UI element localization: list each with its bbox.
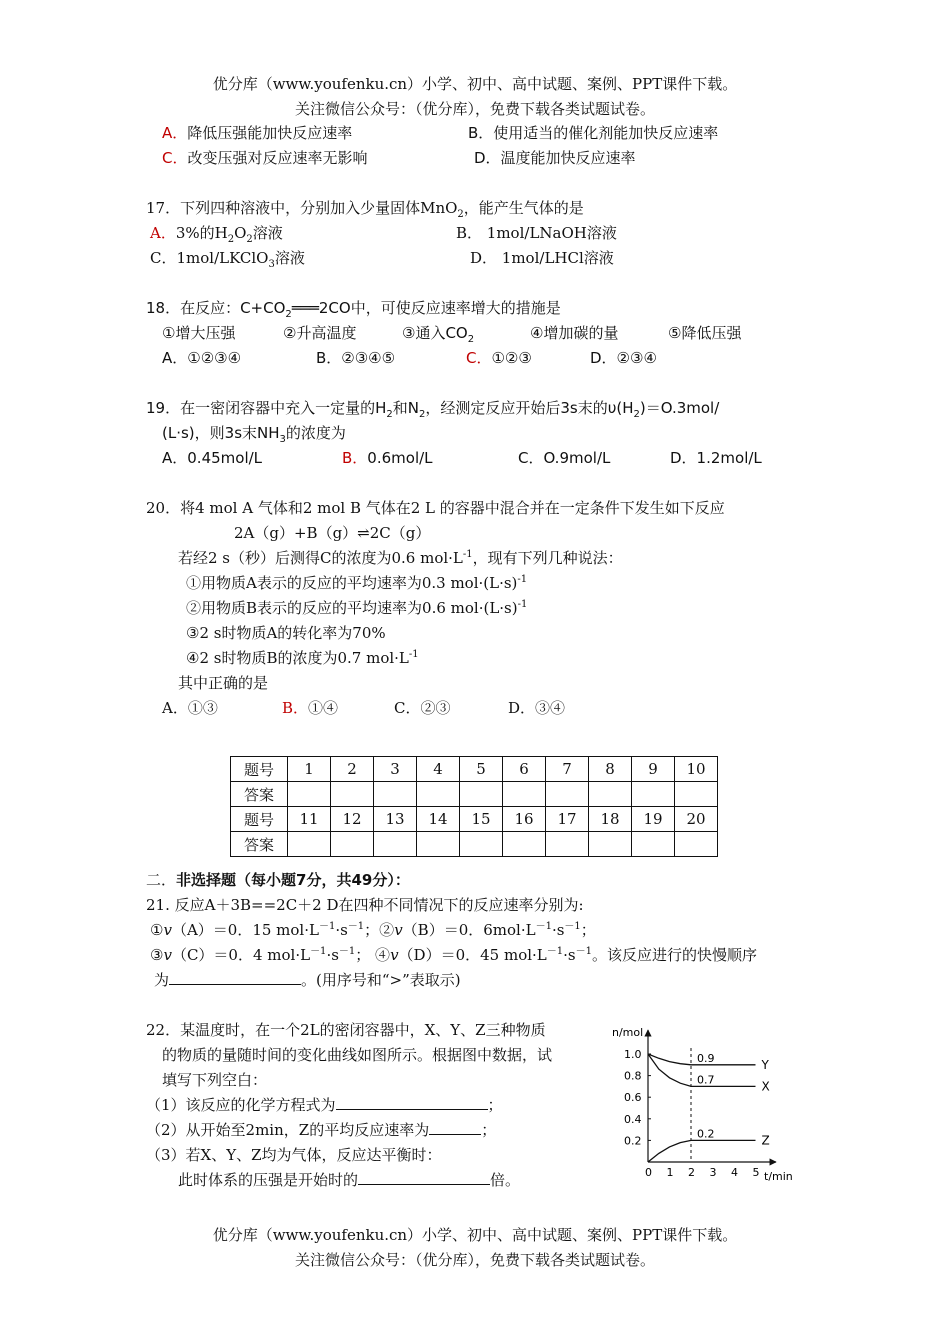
q19-option-a: A．0.45mol/L [162, 449, 263, 467]
q16-option-c: C．改变压强对反应速率无影响 [162, 149, 368, 167]
section-2-heading: 二．非选择题（每小题7分，共49分）： [146, 871, 410, 889]
q22-part-2: （2）从开始至2min，Z的平均反应速率为 ； [146, 1121, 497, 1139]
question-number-cell: 15 [460, 807, 503, 832]
question-number-cell: 13 [374, 807, 417, 832]
question-number-cell: 20 [675, 807, 718, 832]
q20-statement-1: ①用物质A表示的反应的平均速率为0.3 $mol\cdot(L\cdot s)^{-1}$ [186, 574, 528, 592]
q22-rate-blank[interactable] [429, 1120, 481, 1135]
q19-stem-line-2: (L·s)，则3s末$NH_3$的浓度为 [162, 424, 346, 445]
q21-rates-2: ③v（C）＝0．4 $mol\cdot L^{-1}\cdot s^{-1}$； ④v（D）＝0．45 $mol\cdot L^{-1}\cdot s^{-1}$。该反应进行的快慢顺序 [150, 946, 757, 964]
q21-rates-1: ①v（A）＝0．15 $mol\cdot L^{-1}\cdot s^{-1}$；②v（B）＝0．$6mol\cdot L^{-1}\cdot s^{-1}$； [150, 921, 596, 939]
answer-cell[interactable] [331, 832, 374, 857]
row-label-number: 题号 [231, 807, 288, 832]
q17-option-b: B． 1mol/LNaOH溶液 [456, 224, 617, 242]
answer-cell[interactable] [632, 832, 675, 857]
amount-vs-time-chart [606, 1020, 806, 1192]
q18-option-b: B．②③④⑤ [316, 349, 396, 367]
series-label-z: Z [761, 1133, 770, 1148]
series-line-z [648, 1140, 756, 1162]
q20-equation: 2A（g）+B（g）⇌2C（g） [234, 524, 431, 542]
q22-pressure-blank[interactable] [358, 1170, 490, 1185]
row-label-number: 题号 [231, 757, 288, 782]
y-tick-label: 0.6 [624, 1091, 642, 1105]
question-number-cell: 10 [675, 757, 718, 782]
row-label-answer: 答案 [231, 832, 288, 857]
table-row [231, 782, 718, 807]
table-row [231, 757, 718, 782]
question-number-cell: 19 [632, 807, 675, 832]
q22-equation-blank[interactable] [336, 1095, 488, 1110]
answer-cell[interactable] [546, 832, 589, 857]
y-tick-label: 0.2 [624, 1134, 642, 1148]
answer-cell[interactable] [288, 832, 331, 857]
question-number-cell: 14 [417, 807, 460, 832]
question-number-cell: 9 [632, 757, 675, 782]
q20-statement-2: ②用物质B表示的反应的平均速率为0.6 $mol\cdot(L\cdot s)^{-1}$ [186, 599, 528, 617]
q18-option-d: D．②③④ [590, 349, 657, 367]
value-annotation: 0.9 [697, 1051, 715, 1065]
answer-cell[interactable] [374, 832, 417, 857]
x-axis-label: t/min [764, 1170, 793, 1183]
y-tick-label: 0.8 [624, 1069, 642, 1083]
question-number-cell: 17 [546, 807, 589, 832]
q19-option-c: C．O.9mol/L [518, 449, 611, 467]
answer-cell[interactable] [503, 832, 546, 857]
value-annotation: 0.2 [697, 1127, 715, 1141]
answer-cell[interactable] [331, 782, 374, 807]
q22-stem-line-1: 22．某温度时，在一个2L的密闭容器中，X、Y、Z三种物质 [146, 1021, 546, 1039]
x-tick-label: 3 [709, 1166, 717, 1179]
answer-cell[interactable] [675, 782, 718, 807]
q17-option-a: A．3%的$H_2O_2$溶液 [150, 224, 283, 245]
value-annotation: 0.7 [697, 1073, 715, 1087]
question-number-cell: 11 [288, 807, 331, 832]
question-number-cell: 7 [546, 757, 589, 782]
q20-statement-3: ③2 s时物质A的转化率为70% [186, 624, 386, 642]
question-number-cell: 12 [331, 807, 374, 832]
q17-option-d: D． 1mol/LHCl溶液 [470, 249, 614, 267]
q18-measure-2: ②升高温度 [283, 324, 357, 342]
q18-measure-4: ④增加碳的量 [530, 324, 619, 342]
q22-part-1: （1）该反应的化学方程式为 ； [146, 1096, 503, 1114]
row-label-answer: 答案 [231, 782, 288, 807]
q16-option-b: B．使用适当的催化剂能加快反应速率 [468, 124, 719, 142]
q18-option-a: A．①②③④ [162, 349, 242, 367]
question-number-cell: 16 [503, 807, 546, 832]
q19-option-b: B．0.6mol/L [342, 449, 433, 467]
q20-option-b: B．①④ [282, 699, 339, 717]
q22-part-3-question: 此时体系的压强是开始时的 倍。 [178, 1171, 521, 1189]
q17-stem: 17．下列四种溶液中，分别加入少量固体MnO$_2$，能产生气体的是 [146, 199, 584, 220]
table-row [231, 832, 718, 857]
q18-measure-3: ③通入$CO_2$ [402, 324, 475, 345]
answer-cell[interactable] [503, 782, 546, 807]
q20-stem: 20．将4 mol A 气体和2 mol B 气体在2 L 的容器中混合并在一定条件下发生如下反应 [146, 499, 725, 517]
table-row [231, 807, 718, 832]
q21-stem: 21. 反应A＋3B==2C＋2 D在四种不同情况下的反应速率分别为: [146, 896, 584, 914]
q20-statement-4: ④2 s时物质B的浓度为0.7 $mol\cdot L^{-1}$ [186, 649, 419, 667]
q22-stem-line-3: 填写下列空白： [162, 1071, 268, 1089]
q20-option-a: A．①③ [162, 699, 218, 717]
answer-cell[interactable] [288, 782, 331, 807]
question-number-cell: 6 [503, 757, 546, 782]
q21-answer-blank[interactable] [169, 970, 301, 985]
answer-cell[interactable] [417, 832, 460, 857]
q20-option-c: C．②③ [394, 699, 451, 717]
answer-cell[interactable] [589, 832, 632, 857]
question-number-cell: 8 [589, 757, 632, 782]
question-number-cell: 1 [288, 757, 331, 782]
q18-measure-1: ①增大压强 [162, 324, 236, 342]
answer-cell[interactable] [460, 832, 503, 857]
header-line-1: 优分库（www.youfenku.cn）小学、初中、高中试题、案例、PPT课件下载。 [212, 75, 738, 93]
q22-stem-line-2: 的物质的量随时间的变化曲线如图所示。根据图中数据，试 [162, 1046, 553, 1064]
q17-option-c: C．1mol/LKClO$_3$溶液 [150, 249, 305, 270]
x-tick-label: 0 [645, 1166, 652, 1179]
question-number-cell: 18 [589, 807, 632, 832]
series-label-x: X [761, 1079, 770, 1094]
footer-line-2: 关注微信公众号：（优分库），免费下载各类试题试卷。 [294, 1251, 655, 1269]
q16-option-d: D．温度能加快反应速率 [474, 149, 636, 167]
y-tick-label: 0.4 [624, 1112, 642, 1126]
q21-answer-line: 为 。(用序号和“>”表取示) [154, 971, 461, 989]
answer-cell[interactable] [675, 832, 718, 857]
series-label-y: Y [761, 1057, 769, 1072]
q22-part-3: （3）若X、Y、Z均为气体，反应达平衡时： [146, 1146, 442, 1164]
y-axis-label: n/mol [612, 1026, 644, 1039]
footer-line-1: 优分库（www.youfenku.cn）小学、初中、高中试题、案例、PPT课件下载。 [212, 1226, 738, 1244]
y-tick-label: 1.0 [624, 1048, 642, 1061]
q19-option-d: D．1.2mol/L [670, 449, 762, 467]
question-number-cell: 3 [374, 757, 417, 782]
answer-cell[interactable] [460, 782, 503, 807]
answer-table [230, 756, 718, 857]
x-tick-label: 2 [688, 1166, 695, 1179]
header-line-2: 关注微信公众号：（优分库），免费下载各类试题试卷。 [294, 100, 655, 118]
q19-stem-line-1: 19．在一密闭容器中充入一定量的$H_2$和$N_2$，经测定反应开始后3s末的$\upsilon(H_2)=O.3mol/$ [146, 399, 720, 420]
q20-which: 其中正确的是 [178, 674, 269, 692]
q16-option-a: A．降低压强能加快反应速率 [162, 124, 353, 142]
q18-stem: 18．在反应：$C+CO_2═══2CO$中，可使反应速率增大的措施是 [146, 299, 561, 320]
q18-option-c: C．①②③ [466, 349, 532, 367]
answer-cell[interactable] [589, 782, 632, 807]
x-tick-label: 1 [666, 1166, 674, 1179]
answer-cell[interactable] [632, 782, 675, 807]
answer-cell[interactable] [417, 782, 460, 807]
question-number-cell: 5 [460, 757, 503, 782]
question-number-cell: 4 [417, 757, 460, 782]
answer-cell[interactable] [374, 782, 417, 807]
q20-option-d: D．③④ [508, 699, 566, 717]
x-tick-label: 4 [731, 1166, 738, 1179]
q20-condition: 若经2 s（秒）后测得C的浓度为0.6 $mol\cdot L^{-1}$，现有下列几种说法： [178, 549, 623, 567]
question-number-cell: 2 [331, 757, 374, 782]
answer-cell[interactable] [546, 782, 589, 807]
x-tick-label: 5 [752, 1166, 760, 1179]
q18-measure-5: ⑤降低压强 [668, 324, 742, 342]
